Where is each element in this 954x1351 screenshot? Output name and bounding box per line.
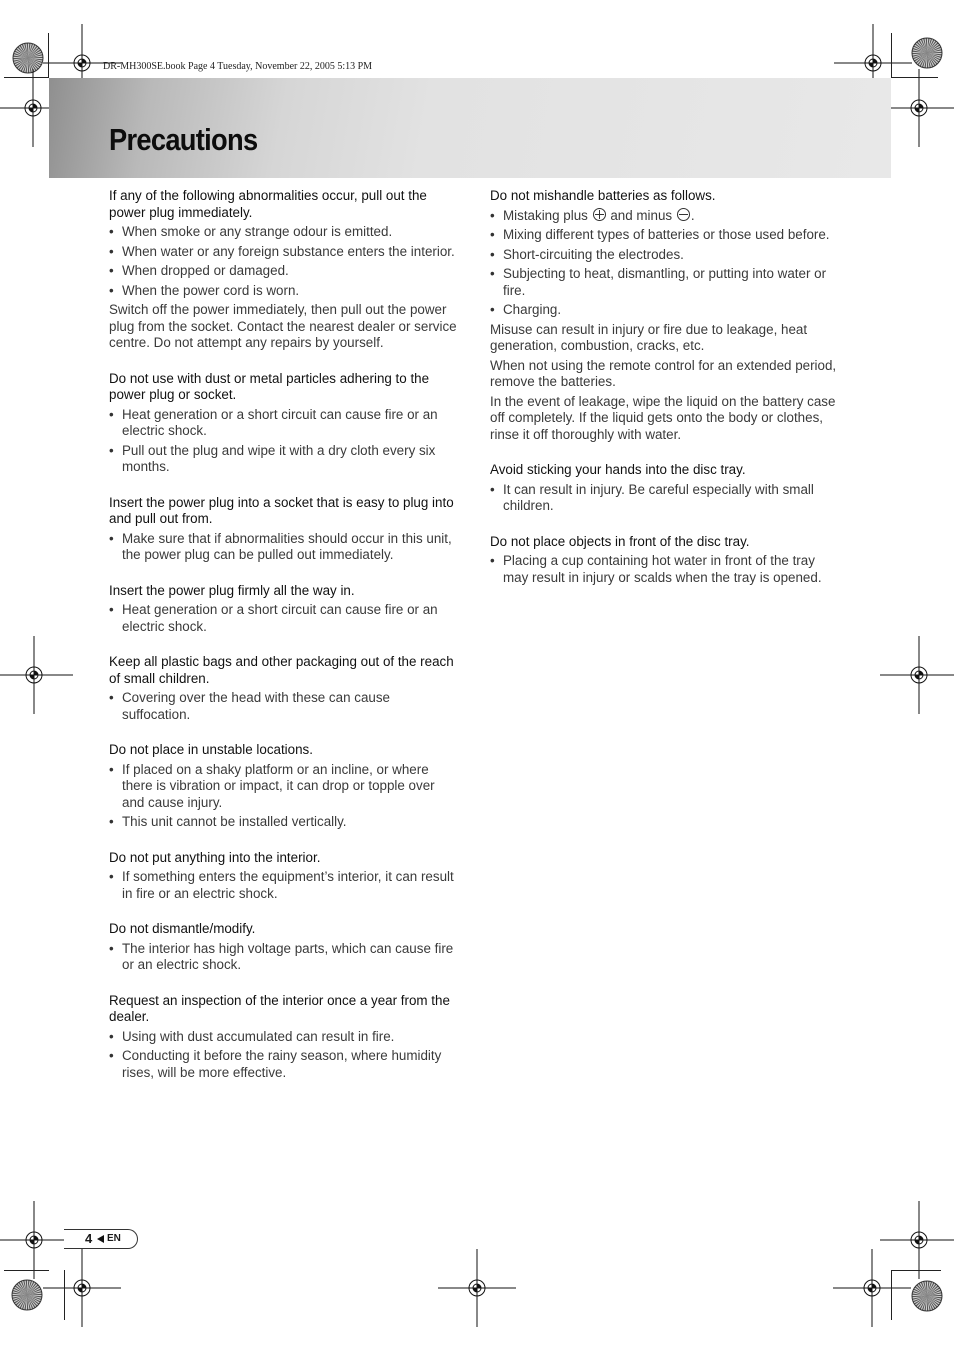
section-heading: Do not put anything into the interior.	[109, 849, 321, 865]
color-rosette-bottom-right	[911, 1280, 943, 1312]
precaution-section	[490, 462, 838, 515]
title-banner	[49, 78, 891, 178]
bullet-item: • The interior has high voltage parts, which can cause fire or an electric shock.	[109, 941, 459, 974]
precaution-section	[490, 534, 838, 587]
batteries-paragraph: In the event of leakage, wipe the liquid on the battery case off completely. If the liquid gets onto the body or clothes, rinse it off thoroughly with water.	[490, 393, 836, 442]
section-heading: Do not mishandle batteries as follows.	[490, 188, 716, 203]
plus-symbol-icon	[593, 208, 606, 221]
batteries-section	[490, 188, 838, 443]
color-rosette-bottom-left	[11, 1279, 43, 1311]
page-number: 4	[85, 1231, 93, 1246]
bullet-item: • Heat generation or a short circuit can cause fire or an electric shock.	[109, 602, 459, 635]
trim-line	[891, 77, 938, 78]
section-heading: Avoid sticking your hands into the disc tray.	[490, 462, 746, 477]
polarity-text-prefix: Mistaking plus	[503, 207, 588, 223]
minus-symbol-icon	[677, 208, 690, 221]
registration-mark-bottom-left	[42, 1248, 122, 1328]
precaution-section	[109, 654, 459, 723]
bullet-item: • Heat generation or a short circuit can cause fire or an electric shock.	[109, 407, 459, 440]
bullet-list	[490, 208, 838, 319]
precaution-section	[109, 188, 459, 352]
trim-line	[48, 33, 49, 78]
polarity-text-middle: and minus	[610, 207, 673, 223]
precaution-section	[109, 583, 459, 636]
section-heading: Insert the power plug firmly all the way in.	[109, 582, 355, 598]
section-heading: Request an inspection of the interior once a year from the dealer.	[109, 992, 450, 1024]
bullet-item: • Charging.	[490, 302, 838, 319]
precaution-section	[109, 371, 459, 476]
right-column	[490, 188, 838, 605]
language-code: EN	[107, 1233, 121, 1244]
bullet-item: • When the power cord is worn.	[109, 283, 459, 300]
bullet-item-polarity	[490, 208, 838, 225]
bullet-item: • Make sure that if abnormalities should occur in this unit, the power plug can be pulled out immediately.	[109, 531, 459, 564]
precaution-section	[109, 742, 459, 831]
batteries-paragraph: Misuse can result in injury or fire due to leakage, heat generation, combustion, cracks, etc.	[490, 321, 808, 353]
section-heading: If any of the following abnormalities occur, pull out the power plug immediately.	[109, 188, 427, 220]
precaution-section	[109, 921, 459, 974]
trim-line	[891, 1270, 941, 1271]
section-heading: Keep all plastic bags and other packaging out of the reach of small children.	[109, 654, 454, 686]
batteries-paragraph: When not using the remote control for an extended period, remove the batteries.	[490, 357, 837, 389]
print-info-line: DR-MH300SE.book Page 4 Tuesday, November 22, 2005 5:13 PM	[103, 61, 373, 72]
bullet-item: • If placed on a shaky platform or an incline, or where there is vibration or impact, it can drop or topple over and cause injury.	[109, 762, 459, 812]
bullet-item: • Using with dust accumulated can result in fire.	[109, 1029, 459, 1046]
bullet-item: • When dropped or damaged.	[109, 263, 459, 280]
bullet-item: • Subjecting to heat, dismantling, or putting into water or fire.	[490, 266, 838, 299]
bullet-list	[109, 407, 459, 476]
arrow-left-icon	[97, 1235, 104, 1243]
bullet-item: • Short-circuiting the electrodes.	[490, 247, 838, 264]
bullet-list	[490, 553, 838, 586]
bullet-list	[109, 224, 459, 299]
bullet-list	[109, 941, 459, 974]
color-rosette-top-right	[911, 37, 943, 69]
page-number-tab	[64, 1229, 138, 1249]
bullet-item: • When water or any foreign substance enters the interior.	[109, 244, 459, 261]
precaution-section	[109, 495, 459, 564]
bullet-item: • Placing a cup containing hot water in front of the tray may result in injury or scalds when the tray is opened.	[490, 553, 838, 586]
bullet-item: • Covering over the head with these can cause suffocation.	[109, 690, 459, 723]
bullet-list	[109, 531, 459, 564]
section-heading: Do not dismantle/modify.	[109, 921, 256, 936]
registration-mark-left-middle	[0, 635, 74, 715]
bullet-list	[109, 690, 459, 723]
left-column	[109, 188, 459, 1100]
section-heading: Do not place objects in front of the disc tray.	[490, 533, 750, 549]
bullet-list	[109, 1029, 459, 1082]
bullet-list	[490, 482, 838, 515]
trim-line	[4, 77, 49, 78]
bullet-item: • Mixing different types of batteries or those used before.	[490, 227, 838, 244]
bullet-item: • Pull out the plug and wipe it with a dry cloth every six months.	[109, 443, 459, 476]
page-title: Precautions	[109, 122, 258, 157]
bullet-item: • It can result in injury. Be careful especially with small children.	[490, 482, 838, 515]
registration-mark-bottom-right	[832, 1248, 912, 1328]
section-heading: Do not use with dust or metal particles adhering to the power plug or socket.	[109, 370, 430, 402]
registration-mark-right-middle	[879, 635, 954, 715]
section-heading: Insert the power plug into a socket that is easy to plug into and pull out from.	[109, 494, 454, 526]
bullet-list	[109, 762, 459, 831]
bullet-list	[109, 869, 459, 902]
bullet-list	[109, 602, 459, 635]
trim-line	[891, 1270, 892, 1320]
trim-line	[891, 33, 892, 78]
trim-line	[4, 1270, 49, 1271]
bullet-item: • If something enters the equipment’s interior, it can result in fire or an electric shock.	[109, 869, 459, 902]
section-heading: Do not place in unstable locations.	[109, 742, 313, 757]
precaution-section	[109, 850, 459, 903]
precaution-section	[109, 993, 459, 1082]
registration-mark-bottom-center	[437, 1248, 517, 1328]
section-note: Switch off the power immediately, then pull out the power plug from the socket. Contact the nearest dealer or service centre. Do not attempt any repairs by yourself.	[109, 302, 457, 350]
bullet-item: • When smoke or any strange odour is emitted.	[109, 224, 459, 241]
bullet-item: • Conducting it before the rainy season, where humidity rises, will be more effective.	[109, 1048, 459, 1081]
trim-line	[64, 1270, 65, 1320]
bullet-item: • This unit cannot be installed vertically.	[109, 814, 459, 831]
polarity-text-suffix: .	[690, 207, 695, 223]
